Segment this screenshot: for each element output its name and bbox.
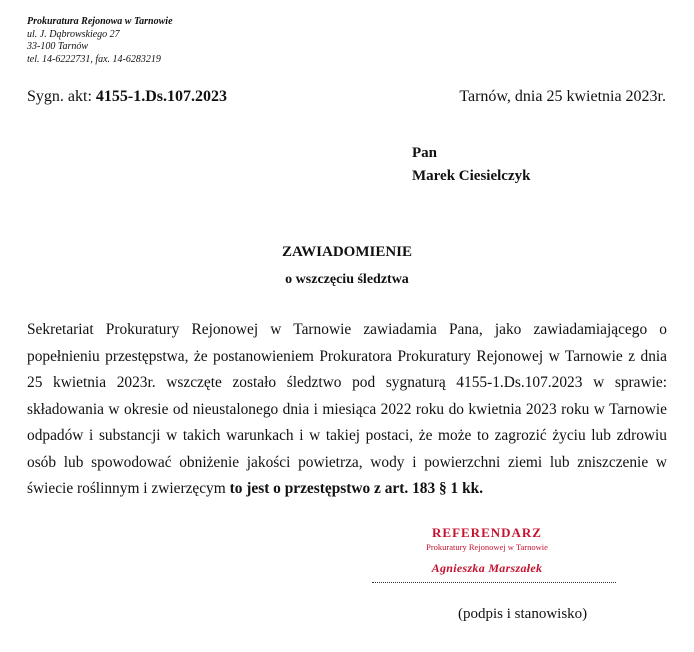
recipient-salutation: Pan xyxy=(412,145,438,161)
case-reference-number: 4155-1.Ds.107.2023 xyxy=(95,88,227,105)
official-stamp xyxy=(392,525,582,576)
stamp-signer-name: Agnieszka Marszałek xyxy=(431,561,543,575)
body-paragraph xyxy=(27,317,667,503)
document-subtitle: o wszczęciu śledztwa xyxy=(285,272,409,287)
letterhead xyxy=(27,16,173,66)
body-emphasis: to jest o przestępstwo z art. 183 § 1 kk. xyxy=(229,480,484,497)
signature-caption: (podpis i stanowisko) xyxy=(458,606,588,622)
stamp-office: Prokuratury Rejonowej w Tarnowie xyxy=(426,542,548,552)
case-reference xyxy=(27,88,227,106)
recipient-name: Marek Ciesielczyk xyxy=(412,168,531,184)
document-title: ZAWIADOMIENIE xyxy=(281,244,413,260)
stamp-title: REFERENDARZ xyxy=(432,525,542,540)
office-name: Prokuratura Rejonowa w Tarnowie xyxy=(27,16,173,27)
office-street: ul. J. Dąbrowskiego 27 xyxy=(27,28,120,40)
signature-line xyxy=(372,582,616,583)
office-postal: 33-100 Tarnów xyxy=(27,41,89,52)
case-reference-label: Sygn. akt: xyxy=(27,88,92,105)
place-date: Tarnów, dnia 25 kwietnia 2023r. xyxy=(459,88,666,105)
office-phone: tel. 14-6222731, fax. 14-6283219 xyxy=(27,53,161,65)
recipient xyxy=(412,142,530,188)
body-text: Sekretariat Prokuratury Rejonowej w Tarnowie zawiadamia Pana, jako zawiadamiającego o popełnieniu przestępstwa, że postanowieniem Prokuratora Prokuratury Rejonowej w Tarnowie z dnia 25 kwietnia 2023r. wszczęte zostało śledztwo pod sygnaturą 4155-1.Ds.107.2023 w sprawie: składowania w okresie od nieustalonego dnia i miesiąca 2022 roku do kwietnia 2023 roku w Tarnowie odpadów i substancji w takich warunkach i w takiej postaci, że może to zagrozić życiu lub zdrowiu osób lub spowodować obniżenie jakości powietrza, wody i powierzchni ziemi lub zniszczenie w świecie roślinnym i zwierzęcym xyxy=(27,321,667,497)
